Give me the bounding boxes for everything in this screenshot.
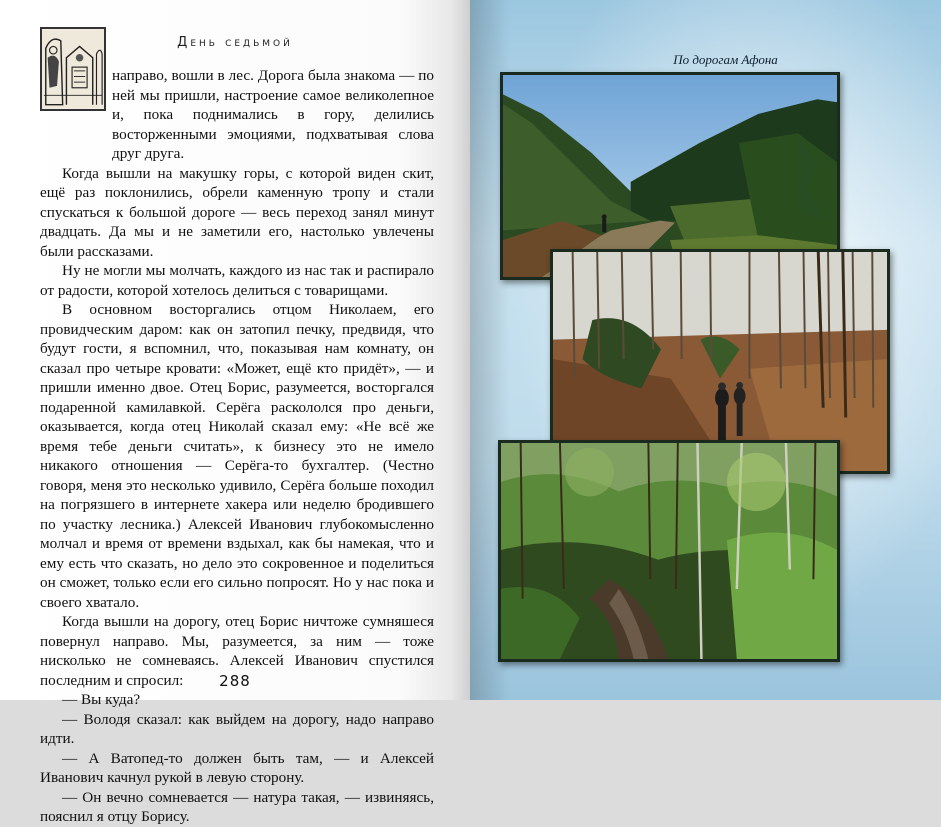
paragraph: Ну не могли мы молчать, каждого из нас так и распирало от радости, которой хотелось делиться с товарищами. [40,262,434,299]
dialogue-line: — Володя сказал: как выйдем на дорогу, надо направо идти. [40,710,434,747]
paragraph: Когда вышли на дорогу, отец Борис ничтоже сумняшеся повернул направо. Мы, разумеется, за ним — тоже нисколько не сомневаясь. Алексей Иванович спустился последним и спросил: [40,613,434,689]
photo-forest-creek [498,440,840,662]
page-number: 288 [219,672,251,690]
running-head-left: День седьмой [177,35,293,50]
running-head-right: По дорогам Афона [673,52,778,67]
right-page [470,0,941,700]
dialogue-line: — Он вечно сомневается — натура такая, — извиняясь, пояснил я отцу Борису. [40,788,434,825]
page-body-text [40,66,434,827]
paragraph: Когда вышли на макушку горы, с которой виден скит, ещё раз поклонились, обрели каменную тропу и стали спускаться к большой дороге — весь переход занял минут двадцать. Да мы и не заметили его, настолько увлечены были рассказами. [40,164,434,260]
paragraph: направо, вошли в лес. Дорога была знакома — по ней мы пришли, настроение самое великолепное и, пока поднимались в гору, делились восторженными эмоциями, подхватывая слова друг друга. [112,67,434,162]
paragraph: В основном восторгались отцом Николаем, его провидческим даром: как он затопил печку, предвидя, что будут гости, я вспомнил, что, показывая нам комнату, он сказал про четыре кровати: «Может, ещё кто придёт», — и пришли именно двое. Отец Борис, разумеется, восторгался подаренной камилавкой. Серёга раскололся про деньги, оказывается, когда отец Николай сказал ему: «Не всё же время тебе деньги считать», к бизнесу это не имело никакого отношения — Серёга-то бухгалтер. (Честно говоря, меня это несколько удивило, Серёга больше походил на погрязшего в интернете хакера или неделю бродившего по участку лесника.) Алексей Иванович глубокомысленно молчал и время от времени вздыхал, как бы намекая, что и ему есть что сказать, но дело это сокровенное и поделиться он сможет, только если его сильно попросят. Но у нас пока и своего хватало. [40,301,434,611]
dialogue-line: — Вы куда? [62,691,141,708]
left-page [0,0,470,825]
dialogue-line: — А Ватопед-то должен быть там, — и Алексей Иванович качнул рукой в левую сторону. [40,749,434,786]
